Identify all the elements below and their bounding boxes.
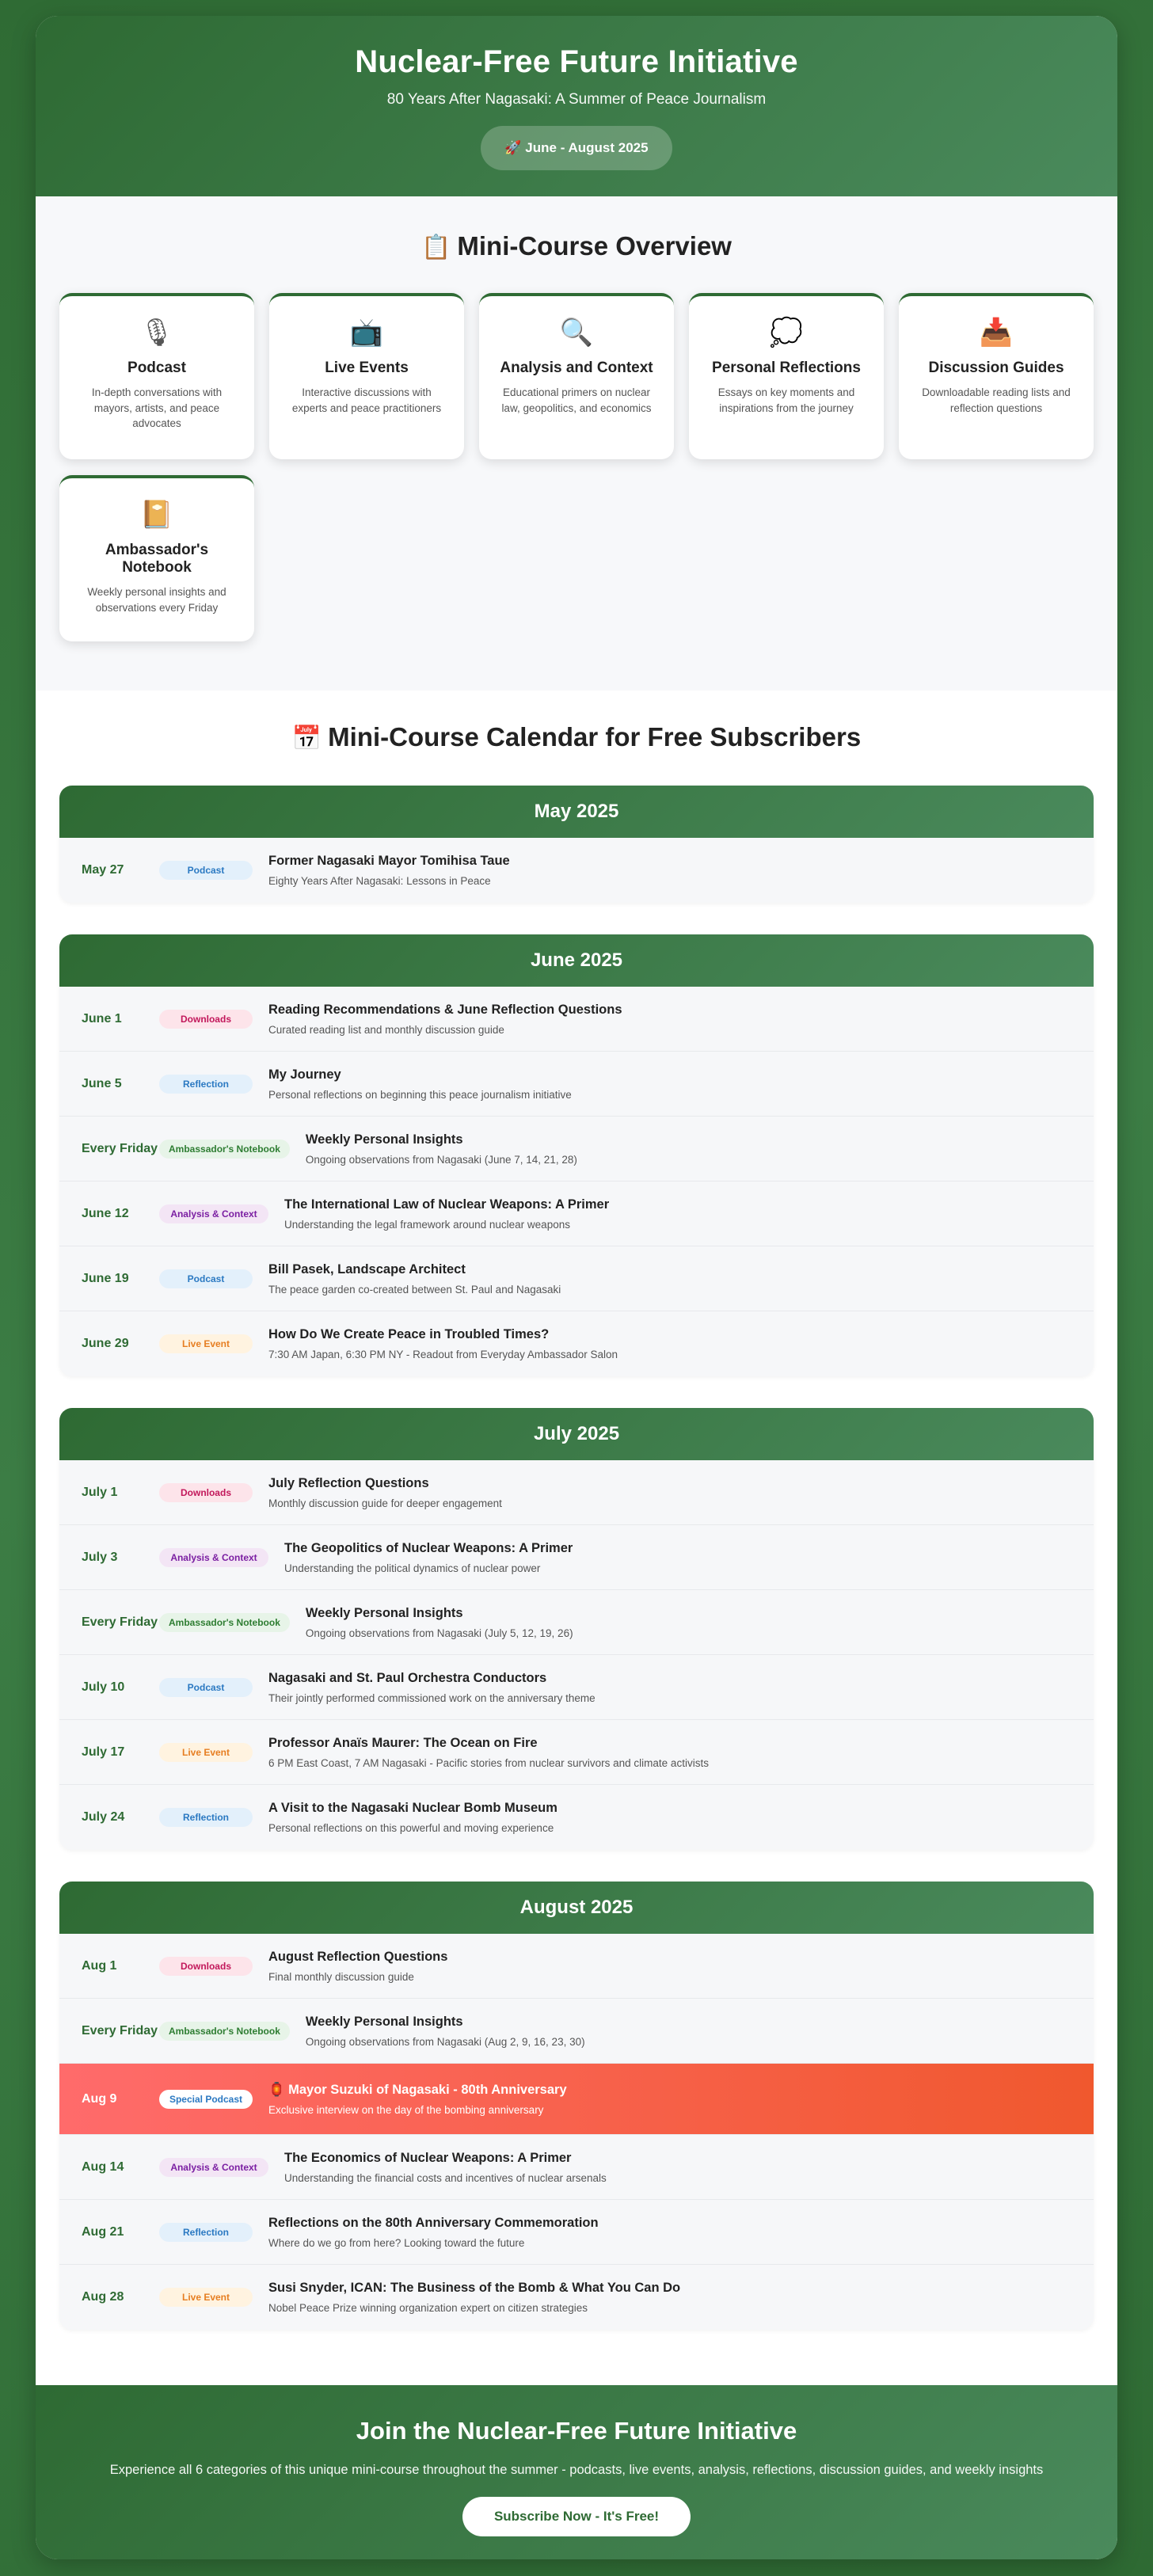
calendar-event-row[interactable]: [59, 1720, 1094, 1785]
event-description: Understanding the financial costs and incentives of nuclear arsenals: [284, 2171, 607, 2184]
calendar-event-row[interactable]: [59, 1934, 1094, 1999]
thought-bubble-icon: 💭: [769, 317, 804, 348]
card-title: Live Events: [325, 360, 409, 376]
magnifier-icon: 🔍: [559, 317, 594, 348]
event-title: The International Law of Nuclear Weapons: A Primer: [284, 1197, 610, 1212]
event-title: My Journey: [268, 1067, 341, 1082]
calendar-event-row[interactable]: [59, 2064, 1094, 2135]
event-description: Understanding the political dynamics of nuclear power: [284, 1562, 541, 1574]
event-category-badge: Live Event: [159, 1743, 253, 1762]
clipboard-icon: 📋: [421, 234, 451, 261]
television-icon: 📺: [349, 317, 384, 348]
overview-title: [36, 231, 1117, 261]
overview-title-text: Mini-Course Overview: [457, 231, 732, 261]
calendar-event-row[interactable]: [59, 1590, 1094, 1655]
microphone-icon: 🎙: [139, 317, 174, 348]
event-info: [268, 1476, 502, 1509]
event-title: Weekly Personal Insights: [305, 2014, 463, 2029]
event-description: Understanding the legal framework around nuclear weapons: [284, 1218, 570, 1231]
page-container: [36, 16, 1117, 2559]
event-date: July 10: [82, 1680, 125, 1694]
card-description: Weekly personal insights and observations every Friday: [87, 586, 226, 614]
event-category-badge: Live Event: [159, 2288, 253, 2307]
event-info: [268, 1671, 596, 1704]
event-category-badge: Reflection: [159, 1075, 253, 1094]
event-info: [306, 1132, 577, 1166]
event-description: Where do we go from here? Looking toward the future: [268, 2236, 525, 2249]
event-title: Reflections on the 80th Anniversary Commemoration: [268, 2215, 599, 2230]
overview-cards: [36, 293, 1117, 641]
subscribe-button[interactable]: Subscribe Now - It's Free!: [462, 2497, 691, 2536]
event-category-badge: Downloads: [159, 1010, 253, 1029]
event-description: Ongoing observations from Nagasaki (Aug 2, 9, 16, 23, 30): [305, 2035, 585, 2048]
page-title: Nuclear-Free Future Initiative: [355, 44, 798, 79]
month-block: [59, 934, 1094, 1376]
event-info: [268, 1262, 561, 1296]
calendar-event-row[interactable]: [59, 1999, 1094, 2064]
calendar-event-row[interactable]: [59, 1181, 1094, 1246]
calendar-event-row[interactable]: [59, 1460, 1094, 1525]
card-title: Personal Reflections: [712, 360, 861, 376]
calendar-event-row[interactable]: [59, 1246, 1094, 1311]
notebook-icon: 📔: [139, 499, 174, 531]
event-title: Bill Pasek, Landscape Architect: [268, 1261, 466, 1277]
event-title: Nagasaki and St. Paul Orchestra Conductors: [268, 1670, 547, 1685]
calendar-event-row[interactable]: [59, 838, 1094, 903]
event-info: [268, 2216, 599, 2249]
event-title: August Reflection Questions: [268, 1949, 448, 1964]
event-date: Aug 28: [82, 2290, 124, 2304]
calendar-event-row[interactable]: [59, 1655, 1094, 1720]
event-description: The peace garden co-created between St. Paul and Nagasaki: [268, 1283, 561, 1296]
month-header: May 2025: [59, 786, 1094, 838]
event-description: 6 PM East Coast, 7 AM Nagasaki - Pacific stories from nuclear survivors and climate activists: [268, 1756, 709, 1769]
overview-card: [479, 293, 674, 459]
month-block: [59, 1882, 1094, 2330]
event-description: Exclusive interview on the day of the bombing anniversary: [268, 2103, 544, 2116]
calendar-event-row[interactable]: [59, 987, 1094, 1052]
event-date: July 3: [82, 1550, 118, 1564]
event-date: Every Friday: [82, 1615, 158, 1629]
calendar-event-row[interactable]: [59, 2265, 1094, 2330]
event-description: Ongoing observations from Nagasaki (July 5, 12, 19, 26): [305, 1627, 573, 1639]
card-title: Podcast: [127, 360, 186, 376]
calendar-title-text: Mini-Course Calendar for Free Subscribers: [328, 722, 862, 751]
month-header: July 2025: [59, 1408, 1094, 1460]
calendar-title: [59, 722, 1094, 752]
event-date: June 29: [82, 1337, 129, 1350]
event-description: Ongoing observations from Nagasaki (June 7, 14, 21, 28): [305, 1153, 577, 1166]
event-category-badge: Reflection: [159, 1808, 253, 1827]
event-info: [284, 2151, 607, 2184]
event-info: [268, 1950, 447, 1983]
event-category-badge: Ambassador's Notebook: [159, 2022, 290, 2041]
event-info: [306, 2015, 585, 2048]
card-description: Downloadable reading lists and reflection questions: [922, 386, 1071, 414]
event-info: [268, 1003, 622, 1036]
event-info: [306, 1606, 573, 1639]
event-title: A Visit to the Nagasaki Nuclear Bomb Museum: [268, 1801, 557, 1815]
calendar-event-row[interactable]: [59, 2200, 1094, 2265]
card-description: Interactive discussions with experts and peace practitioners: [291, 386, 442, 414]
footer-text: Experience all 6 categories of this unique mini-course throughout the summer - podcasts, live events, analysis, reflections, discussion guides, and weekly insights: [109, 2463, 1044, 2477]
event-title: Reading Recommendations & June Reflection Questions: [268, 1002, 622, 1017]
event-category-badge: Downloads: [159, 1957, 253, 1976]
event-description: Nobel Peace Prize winning organization expert on citizen strategies: [268, 2302, 588, 2314]
event-title: 🏮 Mayor Suzuki of Nagasaki - 80th Anniversary: [268, 2082, 567, 2097]
event-category-badge: Reflection: [159, 2223, 253, 2242]
event-date: Aug 1: [82, 1958, 117, 1973]
card-title: Analysis and Context: [500, 360, 653, 376]
event-info: [284, 1197, 609, 1231]
event-category-badge: Analysis & Context: [159, 2158, 268, 2177]
calendar-months: [59, 786, 1094, 2330]
month-block: [59, 1408, 1094, 1850]
event-category-badge: Downloads: [159, 1483, 253, 1502]
calendar-event-row[interactable]: [59, 1311, 1094, 1376]
card-description: Educational primers on nuclear law, geopolitics, and economics: [501, 386, 652, 414]
event-date: July 17: [82, 1745, 125, 1759]
event-date: June 19: [82, 1271, 129, 1285]
event-description: Personal reflections on beginning this peace journalism initiative: [268, 1088, 572, 1101]
event-title: Susi Snyder, ICAN: The Business of the Bomb & What You Can Do: [268, 2281, 681, 2295]
card-description: Essays on key moments and inspirations from the journey: [717, 386, 855, 414]
event-description: 7:30 AM Japan, 6:30 PM NY - Readout from Everyday Ambassador Salon: [268, 1349, 618, 1360]
event-category-badge: Podcast: [159, 861, 253, 880]
event-info: [284, 1541, 573, 1574]
event-category-badge: Analysis & Context: [159, 1548, 268, 1567]
event-description: Personal reflections on this powerful and moving experience: [268, 1822, 554, 1834]
event-title: Professor Anaïs Maurer: The Ocean on Fire: [268, 1735, 538, 1750]
event-date: June 1: [82, 1011, 122, 1025]
event-info: [268, 2281, 680, 2314]
calendar-event-row[interactable]: [59, 1117, 1094, 1181]
event-title: Weekly Personal Insights: [305, 1132, 463, 1147]
card-title: Discussion Guides: [928, 360, 1064, 376]
overview-card: [59, 475, 254, 641]
month-block: [59, 786, 1094, 903]
event-date: Aug 21: [82, 2224, 124, 2239]
event-category-badge: Podcast: [159, 1678, 253, 1697]
calendar-icon: 📅: [291, 725, 322, 752]
overview-card: [899, 293, 1094, 459]
event-category-badge: Special Podcast: [159, 2090, 253, 2109]
event-description: Curated reading list and monthly discussion guide: [268, 1023, 504, 1036]
event-title: The Economics of Nuclear Weapons: A Primer: [284, 2150, 572, 2165]
calendar-event-row[interactable]: [59, 1525, 1094, 1590]
event-title: The Geopolitics of Nuclear Weapons: A Primer: [284, 1540, 573, 1555]
event-info: [268, 854, 510, 887]
inbox-tray-icon: 📥: [979, 317, 1014, 348]
event-info: [268, 2083, 567, 2116]
card-title: Ambassador's Notebook: [105, 542, 209, 576]
event-date: July 24: [82, 1810, 125, 1824]
event-date: Aug 9: [82, 2091, 117, 2106]
event-title: July Reflection Questions: [268, 1475, 429, 1490]
event-date: July 1: [82, 1485, 118, 1499]
calendar-event-row[interactable]: [59, 1785, 1094, 1850]
cta-footer: [36, 2385, 1117, 2559]
event-info: [268, 1067, 572, 1101]
month-header: June 2025: [59, 934, 1094, 987]
event-category-badge: Ambassador's Notebook: [159, 1140, 290, 1159]
event-date: Aug 14: [82, 2159, 124, 2174]
event-date: June 12: [82, 1206, 129, 1220]
event-info: [268, 1801, 557, 1834]
page-subtitle: 80 Years After Nagasaki: A Summer of Peace Journalism: [386, 91, 767, 108]
footer-title: Join the Nuclear-Free Future Initiative: [356, 2417, 797, 2445]
event-title: How Do We Create Peace in Troubled Times?: [268, 1327, 550, 1341]
event-description: Final monthly discussion guide: [268, 1970, 414, 1983]
event-title: Former Nagasaki Mayor Tomihisa Taue: [268, 854, 510, 868]
event-category-badge: Analysis & Context: [159, 1204, 268, 1223]
month-header: August 2025: [59, 1882, 1094, 1934]
event-date: Every Friday: [82, 1141, 158, 1155]
calendar-section: [36, 691, 1117, 2330]
date-range-pill: 🚀 June - August 2025: [481, 126, 672, 170]
event-description: Eighty Years After Nagasaki: Lessons in Peace: [268, 875, 491, 887]
event-date: Every Friday: [82, 2023, 158, 2038]
event-info: [268, 1736, 709, 1769]
event-date: June 5: [82, 1076, 122, 1090]
overview-section: [36, 196, 1117, 691]
event-title: Weekly Personal Insights: [305, 1605, 463, 1620]
card-description: In-depth conversations with mayors, artists, and peace advocates: [91, 386, 223, 430]
event-category-badge: Live Event: [159, 1334, 253, 1353]
overview-card: [269, 293, 464, 459]
event-category-badge: Ambassador's Notebook: [159, 1613, 290, 1632]
event-description: Their jointly performed commissioned work on the anniversary theme: [268, 1691, 596, 1704]
overview-card: [59, 293, 254, 459]
event-date: May 27: [82, 863, 124, 877]
hero-header: [36, 16, 1117, 196]
calendar-event-row[interactable]: [59, 2135, 1094, 2200]
event-description: Monthly discussion guide for deeper engagement: [268, 1497, 502, 1509]
event-category-badge: Podcast: [159, 1269, 253, 1288]
event-info: [268, 1327, 618, 1360]
calendar-event-row[interactable]: [59, 1052, 1094, 1117]
overview-card: [689, 293, 884, 459]
